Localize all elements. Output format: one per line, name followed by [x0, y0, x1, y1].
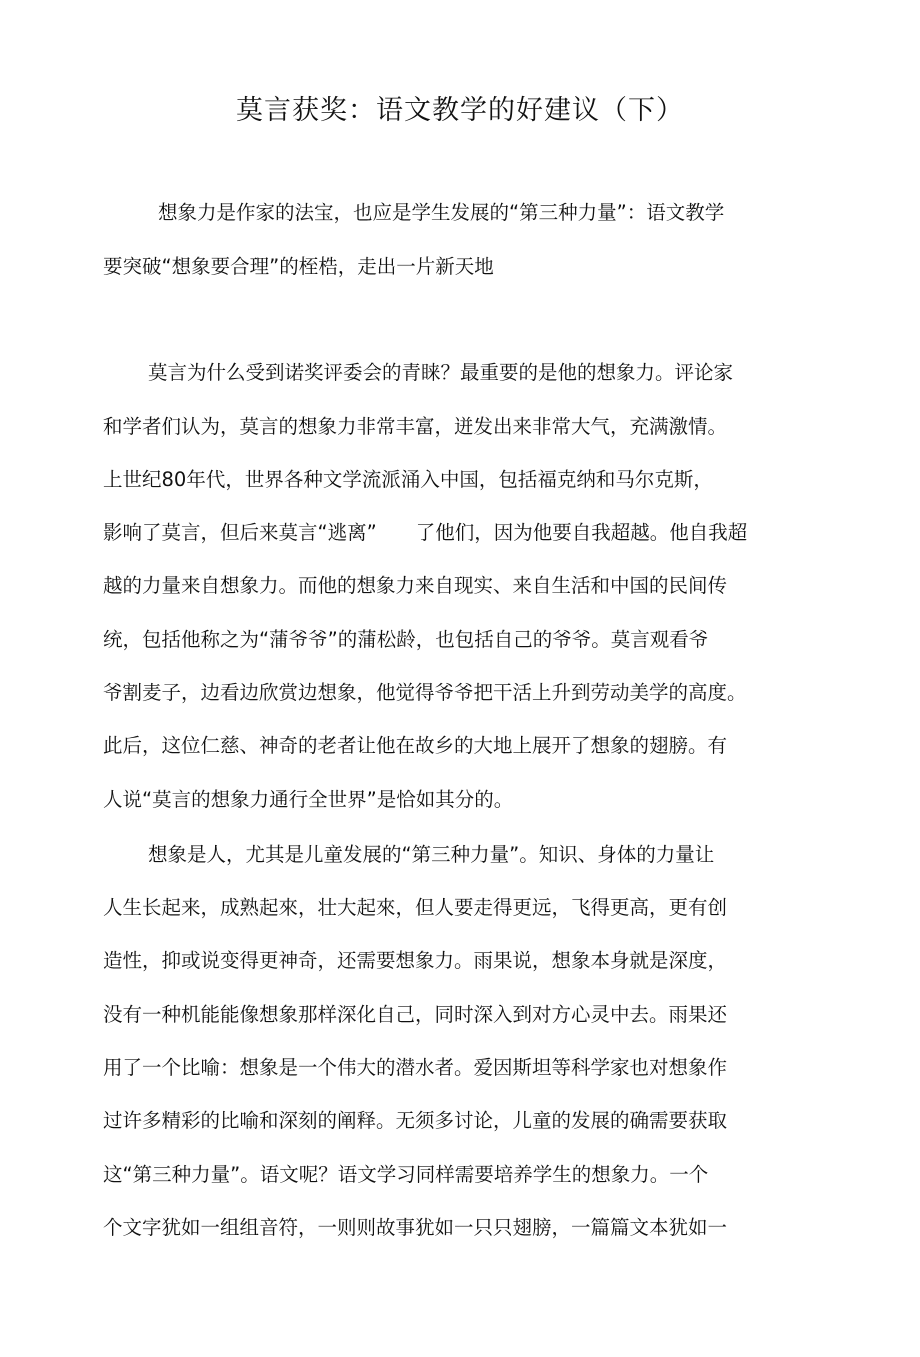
- paragraph-line: 影响了莫言，但后来莫言“逃离” 了他们，因为他要自我超越。他自我超: [103, 521, 748, 544]
- paragraph-line: 用了一个比喻：想象是一个伟大的潜水者。爱因斯坦等科学家也对想象作: [103, 1056, 728, 1079]
- paragraph-line: 没有一种机能能像想象那样深化自己，同时深入到对方心灵中去。雨果还: [103, 1003, 728, 1026]
- paragraph-line: 莫言为什么受到诺奖评委会的青睐？最重要的是他的想象力。评论家: [148, 361, 734, 384]
- subtitle-line: 要突破“想象要合理”的桎梏，走出一片新天地: [103, 255, 494, 278]
- paragraph-line: 此后，这位仁慈、神奇的老者让他在故乡的大地上展开了想象的翅膀。有: [103, 734, 728, 757]
- paragraph-line: 统，包括他称之为“蒲爷爷”的蒲松龄，也包括自己的爷爷。莫言观看爷: [103, 628, 709, 651]
- paragraph-line: 这“第三种力量”。语文呢？语文学习同样需要培养学生的想象力。一个: [103, 1163, 709, 1186]
- paragraph-line: 上世纪80年代，世界各种文学流派涌入中国，包括福克纳和马尔克斯，: [103, 468, 713, 491]
- paragraph-line: 爷割麦子，边看边欣赏边想象，他觉得爷爷把干活上升到劳动美学的高度。: [103, 681, 747, 704]
- paragraph-line: 和学者们认为，莫言的想象力非常丰富，迸发出来非常大气，充满激情。: [103, 415, 728, 438]
- subtitle-line: 想象力是作家的法宝，也应是学生发展的“第三种力量”：语文教学: [158, 201, 725, 224]
- paragraph-line: 个文字犹如一组组音符，一则则故事犹如一只只翅膀，一篇篇文本犹如一: [103, 1216, 728, 1239]
- paragraph-line: 越的力量来自想象力。而他的想象力来自现实、来自生活和中国的民间传: [103, 574, 728, 597]
- paragraph-line: 想象是人，尤其是儿童发展的“第三种力量”。知识、身体的力量让: [148, 843, 715, 866]
- paragraph-line: 人说“莫言的想象力通行全世界”是恰如其分的。: [103, 788, 514, 811]
- paragraph-line: 过许多精彩的比喻和深刻的阐释。无须多讨论，儿童的发展的确需要获取: [103, 1109, 728, 1132]
- document-title: 莫言获奖：语文教学的好建议（下）: [236, 95, 684, 126]
- paragraph-line: 造性，抑或说变得更神奇，还需要想象力。雨果说，想象本身就是深度，: [103, 949, 728, 972]
- paragraph-line: 人生长起来，成熟起來，壮大起來，但人要走得更远，飞得更高，更有创: [103, 896, 728, 919]
